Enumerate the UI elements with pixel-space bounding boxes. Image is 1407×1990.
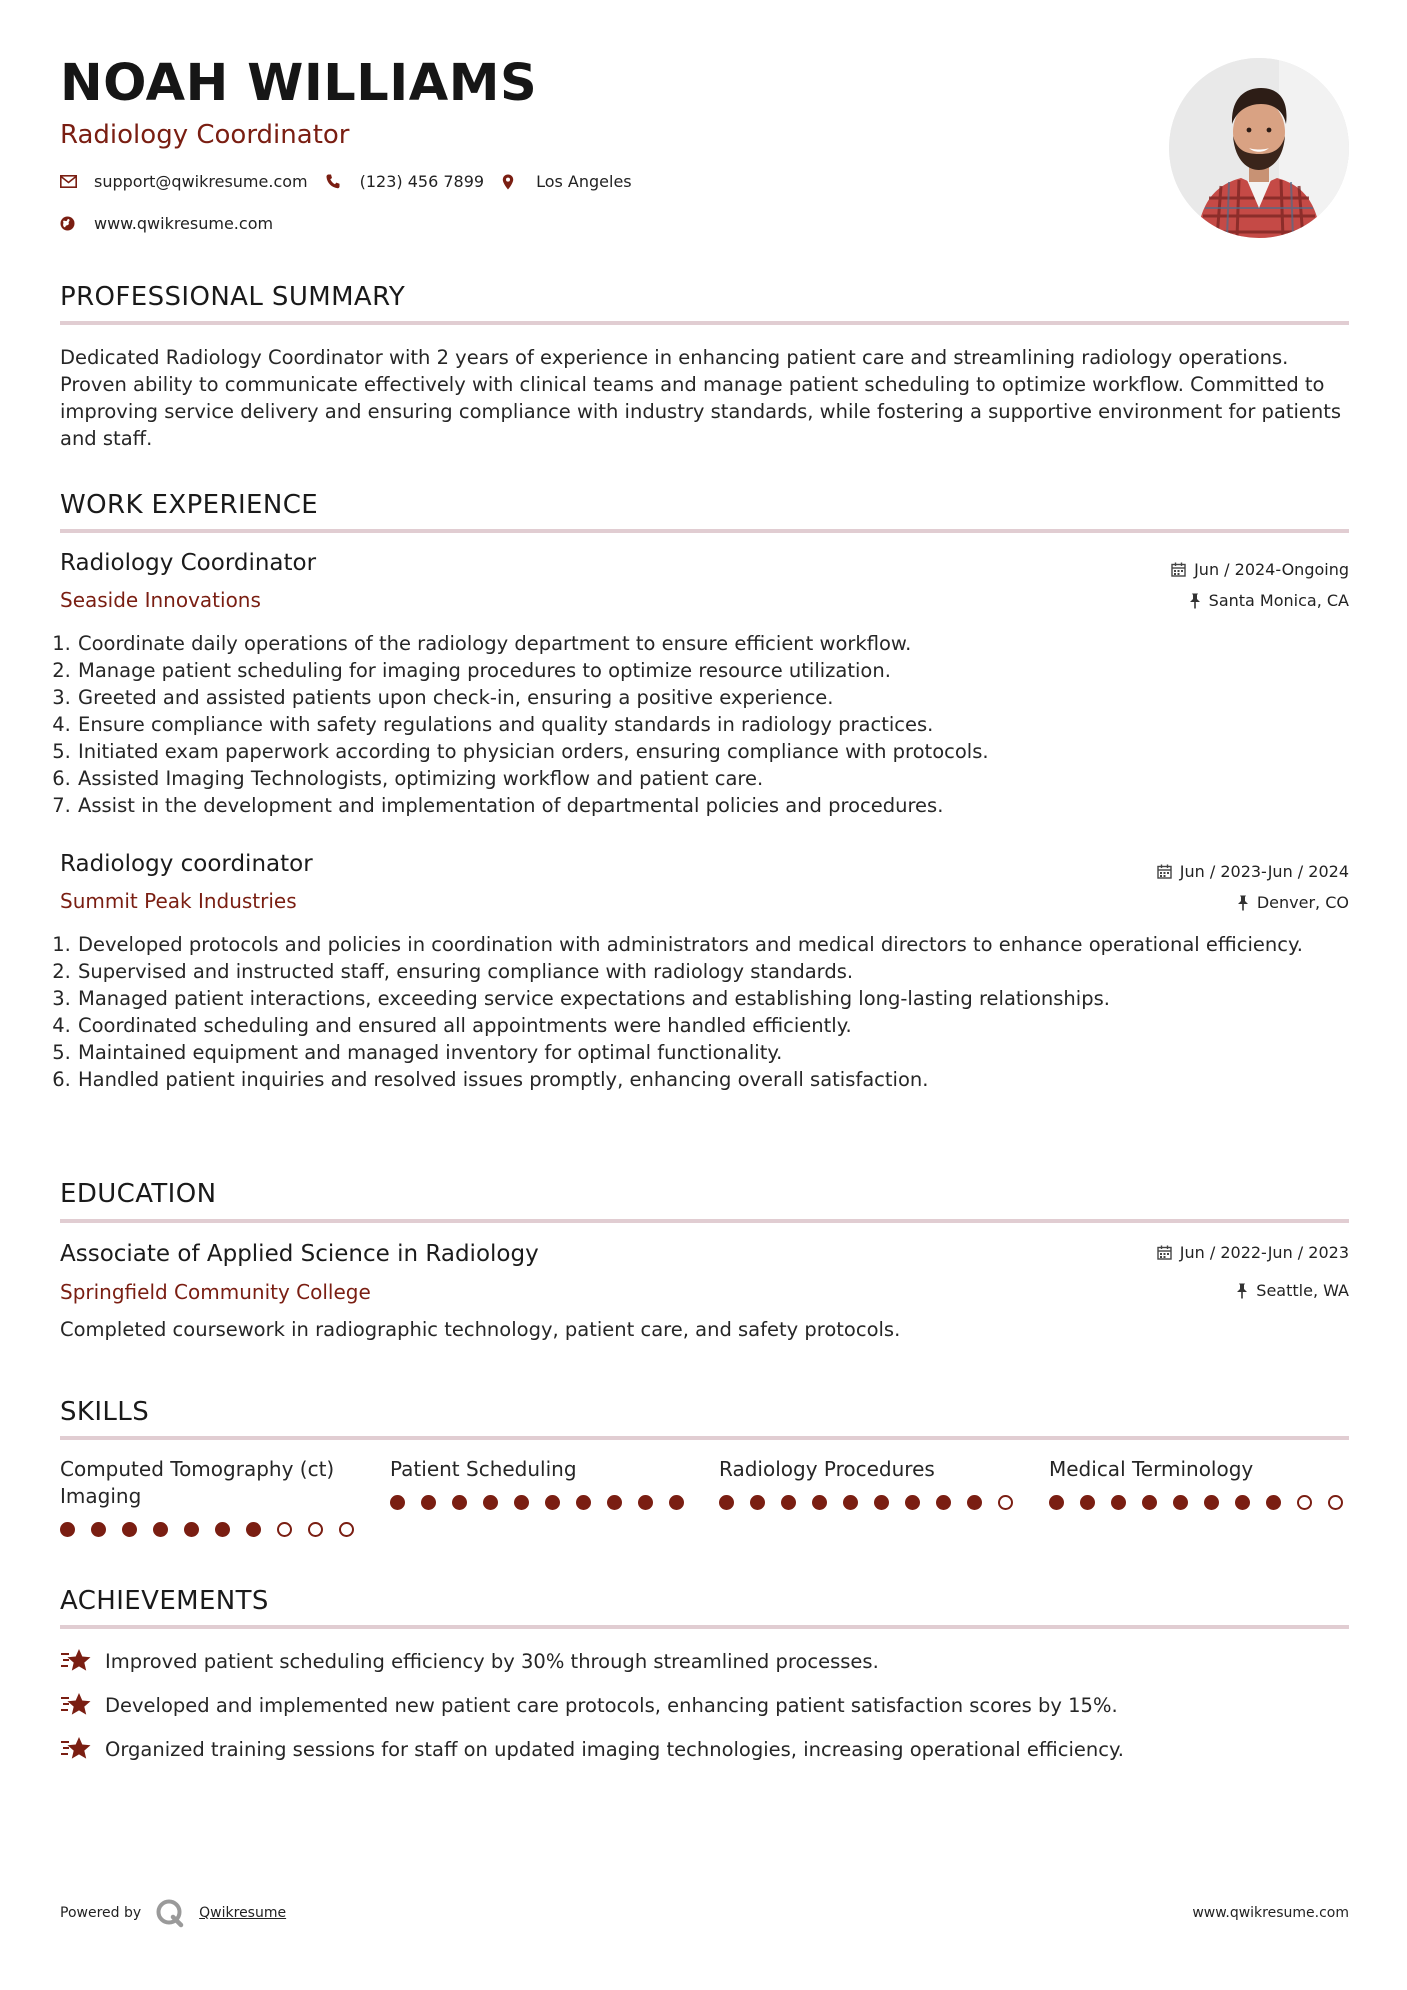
- skills-heading: SKILLS: [60, 1397, 150, 1427]
- rating-dot-filled: [246, 1522, 261, 1537]
- education-description: Completed coursework in radiographic technology, patient care, and safety protocols.: [60, 1318, 901, 1341]
- rating-dot-filled: [215, 1522, 230, 1537]
- pushpin-icon: [1236, 1283, 1248, 1299]
- rating-dot-filled: [483, 1495, 498, 1510]
- rating-dot-filled: [1235, 1495, 1250, 1510]
- achievement-item: [60, 1648, 879, 1674]
- contact-phone[interactable]: (123) 456 7899: [359, 172, 485, 191]
- contact-website[interactable]: www.qwikresume.com: [94, 214, 274, 233]
- rating-dot-filled: [607, 1495, 622, 1510]
- job-company: Summit Peak Industries: [60, 889, 297, 913]
- rating-dot-filled: [122, 1522, 137, 1537]
- rating-dot-empty: [1328, 1495, 1343, 1510]
- star-icon: [60, 1692, 92, 1718]
- list-item: 6. Handled patient inquiries and resolved issues promptly, enhancing overall satisfaction.: [77, 1066, 1366, 1093]
- rating-dot-filled: [638, 1495, 653, 1510]
- rating-dot-empty: [998, 1495, 1013, 1510]
- experience-heading: WORK EXPERIENCE: [60, 490, 319, 520]
- list-item: 5. Maintained equipment and managed inventory for optimal functionality.: [77, 1039, 1366, 1066]
- rating-dot-empty: [308, 1522, 323, 1537]
- job-location: [1189, 591, 1349, 610]
- job-location-text: Denver, CO: [1256, 893, 1349, 912]
- rating-dot-filled: [153, 1522, 168, 1537]
- job-dates: [1171, 560, 1349, 579]
- job-dates-text: Jun / 2023-Jun / 2024: [1179, 862, 1349, 881]
- list-item: 4. Ensure compliance with safety regulations and quality standards in radiology practices.: [77, 711, 1366, 738]
- skill-item: [60, 1456, 360, 1510]
- education-dates-text: Jun / 2022-Jun / 2023: [1179, 1243, 1349, 1262]
- rating-dot-filled: [1049, 1495, 1064, 1510]
- rating-dot-filled: [1111, 1495, 1126, 1510]
- rating-dot-filled: [91, 1522, 106, 1537]
- achievement-text: Improved patient scheduling efficiency by 30% through streamlined processes.: [105, 1649, 879, 1673]
- rating-dot-filled: [1173, 1495, 1188, 1510]
- list-item: 3. Managed patient interactions, exceeding service expectations and establishing long-lasting relationships.: [77, 985, 1366, 1012]
- star-icon: [60, 1648, 92, 1674]
- list-item: 1. Developed protocols and policies in coordination with administrators and medical directors to enhance operational efficiency.: [77, 931, 1366, 958]
- rating-dot-filled: [905, 1495, 920, 1510]
- rating-dot-filled: [781, 1495, 796, 1510]
- section-divider: [60, 1219, 1349, 1223]
- section-divider: [60, 1436, 1349, 1440]
- rating-dot-filled: [669, 1495, 684, 1510]
- rating-dot-filled: [936, 1495, 951, 1510]
- education-dates: [1157, 1243, 1349, 1262]
- rating-dot-filled: [545, 1495, 560, 1510]
- map-pin-icon: [502, 173, 524, 191]
- qwikresume-logo-icon: [155, 1898, 185, 1928]
- job-dates-text: Jun / 2024-Ongoing: [1194, 560, 1349, 579]
- rating-dot-filled: [1142, 1495, 1157, 1510]
- skill-name: Medical Terminology: [1049, 1457, 1254, 1481]
- rating-dot-filled: [874, 1495, 889, 1510]
- rating-dot-filled: [576, 1495, 591, 1510]
- job-company: Seaside Innovations: [60, 588, 261, 612]
- achievement-item: [60, 1692, 1118, 1718]
- calendar-icon: [1157, 1245, 1172, 1260]
- footer-brand-link[interactable]: Qwikresume: [199, 1905, 287, 1921]
- skill-item: [390, 1456, 690, 1483]
- rating-dot-filled: [719, 1495, 734, 1510]
- job-location-text: Santa Monica, CA: [1208, 591, 1349, 610]
- skill-rating: [60, 1522, 370, 1537]
- skill-item: [719, 1456, 1019, 1483]
- pushpin-icon: [1237, 895, 1249, 911]
- resume-page: [60, 0, 1349, 1990]
- contact-row-web: [60, 214, 291, 233]
- globe-icon: [60, 215, 82, 233]
- list-item: 6. Assisted Imaging Technologists, optimizing workflow and patient care.: [77, 765, 1366, 792]
- achievements-heading: ACHIEVEMENTS: [60, 1586, 269, 1616]
- phone-icon: [326, 173, 348, 191]
- profile-photo: [1169, 58, 1349, 238]
- contact-email[interactable]: support@qwikresume.com: [94, 172, 308, 191]
- achievement-text: Developed and implemented new patient care protocols, enhancing patient satisfaction scores by 15%.: [105, 1693, 1118, 1717]
- pushpin-icon: [1189, 593, 1201, 609]
- education-location-text: Seattle, WA: [1256, 1281, 1349, 1300]
- section-divider: [60, 321, 1349, 325]
- education-heading: EDUCATION: [60, 1179, 217, 1209]
- education-location: [1236, 1281, 1349, 1300]
- skill-item: [1049, 1456, 1349, 1483]
- skill-rating: [1049, 1495, 1359, 1510]
- summary-text: Dedicated Radiology Coordinator with 2 years of experience in enhancing patient care and streamlining radiology operations. Proven ability to communicate effectively with clinical teams and manage patient scheduling to optimize workflow. Committed to improving service delivery and ensuring compliance with industry standards, while fostering a supportive environment for patients and staff.: [60, 346, 1342, 450]
- candidate-name: NOAH WILLIAMS: [60, 54, 538, 113]
- skill-rating: [390, 1495, 700, 1510]
- job-bullets: [60, 630, 1366, 819]
- achievement-item: [60, 1736, 1124, 1762]
- rating-dot-filled: [1080, 1495, 1095, 1510]
- achievement-text: Organized training sessions for staff on updated imaging technologies, increasing operational efficiency.: [105, 1737, 1124, 1761]
- skill-name: Computed Tomography (ct) Imaging: [60, 1457, 335, 1508]
- rating-dot-empty: [277, 1522, 292, 1537]
- list-item: 7. Assist in the development and implementation of departmental policies and procedures.: [77, 792, 1366, 819]
- job-location: [1237, 893, 1349, 912]
- envelope-icon: [60, 173, 82, 191]
- list-item: 4. Coordinated scheduling and ensured all appointments were handled efficiently.: [77, 1012, 1366, 1039]
- rating-dot-filled: [812, 1495, 827, 1510]
- rating-dot-filled: [843, 1495, 858, 1510]
- list-item: 2. Manage patient scheduling for imaging procedures to optimize resource utilization.: [77, 657, 1366, 684]
- rating-dot-filled: [421, 1495, 436, 1510]
- rating-dot-filled: [60, 1522, 75, 1537]
- calendar-icon: [1157, 864, 1172, 879]
- job-title: Radiology coordinator: [60, 851, 313, 877]
- rating-dot-filled: [1204, 1495, 1219, 1510]
- rating-dot-filled: [1266, 1495, 1281, 1510]
- rating-dot-empty: [339, 1522, 354, 1537]
- rating-dot-filled: [967, 1495, 982, 1510]
- list-item: 5. Initiated exam paperwork according to physician orders, ensuring compliance with protocols.: [77, 738, 1366, 765]
- job-title: Radiology Coordinator: [60, 550, 317, 576]
- list-item: 1. Coordinate daily operations of the radiology department to ensure efficient workflow.: [77, 630, 1366, 657]
- skill-name: Patient Scheduling: [390, 1457, 577, 1481]
- section-divider: [60, 1625, 1349, 1629]
- job-dates: [1157, 862, 1349, 881]
- rating-dot-filled: [390, 1495, 405, 1510]
- star-icon: [60, 1736, 92, 1762]
- footer-powered-by: [60, 1898, 286, 1928]
- section-divider: [60, 529, 1349, 533]
- rating-dot-filled: [514, 1495, 529, 1510]
- footer-website[interactable]: www.qwikresume.com: [1192, 1905, 1349, 1921]
- rating-dot-filled: [452, 1495, 467, 1510]
- skill-name: Radiology Procedures: [719, 1457, 935, 1481]
- contact-location: Los Angeles: [536, 172, 632, 191]
- contact-row: [60, 172, 650, 191]
- summary-heading: PROFESSIONAL SUMMARY: [60, 282, 406, 312]
- calendar-icon: [1171, 562, 1186, 577]
- education-degree: Associate of Applied Science in Radiology: [60, 1241, 539, 1267]
- list-item: 2. Supervised and instructed staff, ensuring compliance with radiology standards.: [77, 958, 1366, 985]
- powered-by-label: Powered by: [60, 1905, 142, 1921]
- education-school: Springfield Community College: [60, 1280, 371, 1304]
- job-bullets: [60, 931, 1366, 1093]
- list-item: 3. Greeted and assisted patients upon check-in, ensuring a positive experience.: [77, 684, 1366, 711]
- rating-dot-filled: [184, 1522, 199, 1537]
- candidate-title: Radiology Coordinator: [60, 120, 350, 150]
- rating-dot-filled: [750, 1495, 765, 1510]
- skill-rating: [719, 1495, 1029, 1510]
- rating-dot-empty: [1297, 1495, 1312, 1510]
